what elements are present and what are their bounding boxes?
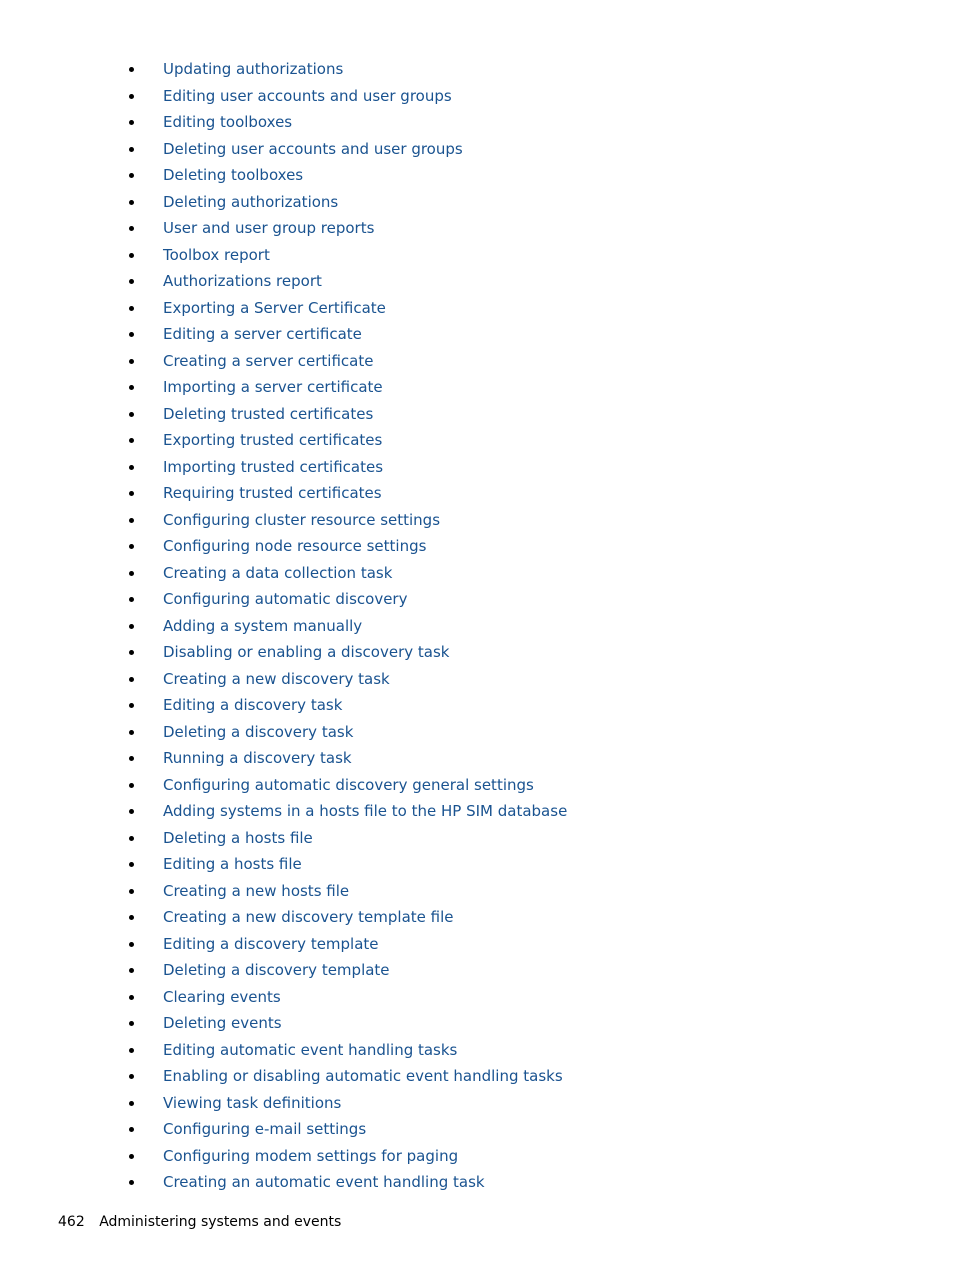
topic-link[interactable]: Authorizations report: [163, 272, 322, 290]
bullet-icon: [129, 650, 134, 655]
topic-link[interactable]: Importing a server certificate: [163, 378, 383, 396]
bullet-icon: [129, 1101, 134, 1106]
topic-link[interactable]: Configuring automatic discovery general settings: [163, 775, 534, 794]
topic-link[interactable]: Disabling or enabling a discovery task: [163, 643, 450, 661]
topic-link[interactable]: Deleting trusted certificates: [163, 404, 374, 423]
bullet-icon: [129, 226, 134, 231]
topic-link[interactable]: Importing trusted certificates: [163, 457, 384, 476]
topic-link[interactable]: User and user group reports: [163, 219, 375, 237]
topic-link[interactable]: Editing a discovery task: [163, 696, 343, 714]
bullet-icon: [129, 279, 134, 284]
topic-link[interactable]: Running a discovery task: [163, 749, 352, 767]
bullet-icon: [129, 67, 134, 72]
bullet-icon: [129, 1021, 134, 1026]
topic-link[interactable]: Editing a hosts file: [163, 855, 302, 873]
bullet-icon: [129, 438, 134, 443]
bullet-icon: [129, 412, 134, 417]
bullet-icon: [129, 1127, 134, 1132]
bullet-icon: [129, 915, 134, 920]
bullet-icon: [129, 465, 134, 470]
topic-link[interactable]: Configuring automatic discovery: [163, 590, 408, 608]
topic-link[interactable]: Deleting a hosts file: [163, 828, 313, 847]
topic-link[interactable]: Deleting authorizations: [163, 192, 339, 211]
bullet-icon: [129, 359, 134, 364]
topic-link[interactable]: Updating authorizations: [163, 60, 344, 78]
bullet-icon: [129, 809, 134, 814]
bullet-icon: [129, 94, 134, 99]
bullet-icon: [129, 1154, 134, 1159]
bullet-icon: [129, 889, 134, 894]
bullet-icon: [129, 756, 134, 761]
topic-link[interactable]: Creating a new discovery task: [163, 669, 390, 688]
topic-link[interactable]: Configuring cluster resource settings: [163, 510, 441, 529]
bullet-icon: [129, 597, 134, 602]
topic-link[interactable]: Creating an automatic event handling task: [163, 1173, 485, 1191]
topic-link[interactable]: Exporting a Server Certificate: [163, 298, 386, 317]
bullet-icon: [129, 677, 134, 682]
topic-link[interactable]: Adding systems in a hosts file to the HP SIM database: [163, 802, 568, 820]
topic-link[interactable]: Viewing task definitions: [163, 1093, 342, 1112]
topic-link[interactable]: Adding a system manually: [163, 616, 363, 635]
topic-link[interactable]: Requiring trusted certificates: [163, 484, 382, 502]
bullet-icon: [129, 571, 134, 576]
bullet-icon: [129, 544, 134, 549]
page-number: 462: [58, 1214, 85, 1230]
bullet-icon: [129, 518, 134, 523]
footer-section-title: Administering systems and events: [99, 1214, 342, 1230]
topic-link[interactable]: Editing automatic event handling tasks: [163, 1040, 458, 1059]
topic-link[interactable]: Deleting a discovery template: [163, 961, 390, 979]
bullet-icon: [129, 942, 134, 947]
topic-link[interactable]: Enabling or disabling automatic event handling tasks: [163, 1067, 563, 1085]
topic-link[interactable]: Deleting a discovery task: [163, 722, 354, 741]
topic-link[interactable]: Creating a new hosts file: [163, 881, 350, 900]
topic-link[interactable]: Deleting user accounts and user groups: [163, 139, 463, 158]
bullet-icon: [129, 491, 134, 496]
bullet-icon: [129, 703, 134, 708]
bullet-icon: [129, 332, 134, 337]
bullet-icon: [129, 306, 134, 311]
page-footer: [58, 1214, 341, 1230]
topic-link[interactable]: Creating a server certificate: [163, 351, 374, 370]
topic-link[interactable]: Editing user accounts and user groups: [163, 86, 452, 105]
topic-link[interactable]: Creating a data collection task: [163, 563, 393, 582]
bullet-icon: [129, 120, 134, 125]
topic-link[interactable]: Clearing events: [163, 987, 281, 1006]
topic-link[interactable]: Editing a discovery template: [163, 934, 379, 953]
bullet-icon: [129, 995, 134, 1000]
topic-link[interactable]: Editing toolboxes: [163, 113, 293, 131]
bullet-icon: [129, 624, 134, 629]
topic-link[interactable]: Editing a server certificate: [163, 325, 362, 343]
topic-link[interactable]: Configuring modem settings for paging: [163, 1146, 459, 1165]
topic-link[interactable]: Deleting toolboxes: [163, 166, 304, 184]
topic-link[interactable]: Exporting trusted certificates: [163, 431, 383, 449]
bullet-icon: [129, 1048, 134, 1053]
topic-link[interactable]: Configuring e-mail settings: [163, 1120, 367, 1138]
bullet-icon: [129, 730, 134, 735]
bullet-icon: [129, 147, 134, 152]
topic-link[interactable]: Deleting events: [163, 1014, 282, 1032]
bullet-icon: [129, 1180, 134, 1185]
topic-link[interactable]: Creating a new discovery template file: [163, 908, 454, 926]
bullet-icon: [129, 253, 134, 258]
bullet-icon: [129, 968, 134, 973]
bullet-icon: [129, 173, 134, 178]
topic-link[interactable]: Toolbox report: [163, 245, 270, 264]
topic-link[interactable]: Configuring node resource settings: [163, 537, 427, 555]
bullet-icon: [129, 862, 134, 867]
bullet-icon: [129, 783, 134, 788]
bullet-icon: [129, 1074, 134, 1079]
bullet-icon: [129, 836, 134, 841]
bullet-icon: [129, 385, 134, 390]
bullet-icon: [129, 200, 134, 205]
